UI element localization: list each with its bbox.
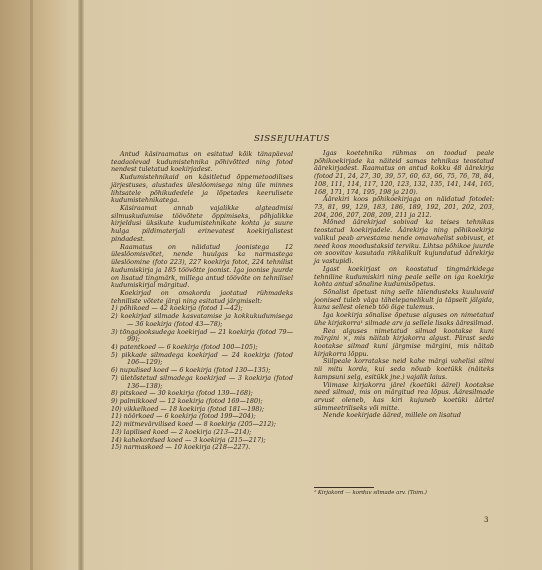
paragraph: Kudumistehnikaid on käsitletud õppemetoodilises järjestuses, alustades üleslöomisega ning üle minnes lihtsatele põhikudedele ja lõpetades keerulisete kudumistehnikatega.	[111, 173, 293, 205]
list-item: 4) patentkoed — 6 koekirja (fotod 100—105);	[111, 342, 258, 351]
paragraph: Mõned äärekirjad sobivad ka teises tehnikas teostatud koekirjadele. Äärekirja ning põhikoekirja valikul peab arvestama nende omavahelist sobivust, et need koos moodustaksid terviku. Lihtsa põhikoe juurde on soovitav kasutada rikkalikult kujundatud äärekirja ja vastupidi.	[314, 218, 494, 266]
paragraph: Igas koetehnika rühmas on toodud peale põhikoekirjade ka näiteid samas tehnikas teostatud äärekirjadest. Raamatus on antud kokku 48 äärekirja (fotod 21, 24, 27, 30, 39, 57, 60, 63, 66, 75, 76, 78, 84, 108, 111, 114, 117, 120, 123, 132, 135, 141, 144, 165, 168, 171, 174, 195, 198 ja 210).	[314, 149, 494, 196]
paragraph: Koekirjad on omakorda jaotatud rühmadeks tehniliste võtete järgi ning esitatud järgmiselt:	[111, 288, 293, 305]
right-column	[314, 150, 494, 420]
paragraph: Rea alguses nimetatud silmad kootakse kuni märgini ×, mis näitab kirjakorra algust. Pärast seda kootakse silmad kuni järgmise märgini, mis näitab kirjakorra lõppu.	[314, 326, 494, 358]
paragraph: Raamatus on näidatud joonistega 12 üleslöomisvõtet, nende huulgas ka narmastega üleslöomine (foto 223), 227 koekirja fotot, 224 tehnilist kudumiskirja ja 185 töövõtte joonist. Iga joonise juurde on lisatud tingmärk, millega antud töövõte on tehnilisel kudumiskirjal märgitud.	[111, 242, 293, 290]
page-number: 3	[484, 516, 489, 524]
paragraph: Käsiraamat annab vajalikke algteadmisi silmuskudumise töövõtete õppimiseks, põhjalikke kirjeldusi üksikute kudumistehnikate kohta ja suure hulga pildimaterjali erinevatest koekirjalistest pindadest.	[111, 204, 293, 243]
list-item: 6) nupulised koed — 6 koekirja (fotod 130—135);	[111, 366, 271, 375]
paragraph: Äärekiri koos põhikoekirjaga on näidatud fotodel: 73, 81, 99, 129, 183, 186, 189, 192, 201, 202, 203, 204, 206, 207, 208, 209, 211 ja 212.	[314, 195, 494, 219]
page-edge-shadow	[30, 0, 33, 570]
paragraph: Antud käsiraamatus on esitatud kõik tänapäeval teadaolevad kudumistehnika põhivõtted ning fotod nendest tuletatud koekirjadest.	[111, 150, 293, 174]
list-item: 2) koekirjad silmade kasvatamise ja kokkukudumisega — 36 koekirja (fotod 43—78);	[111, 312, 293, 328]
chapter-list	[111, 305, 293, 452]
paragraph: Iga koekirja sõnalise õpetuse alguses on nimetatud ühe kirjakorra¹ silmade arv ja sellele lisaks ääresilmad.	[314, 311, 494, 327]
list-item: 5) pikkade silmadega koekirjad — 24 koekirja (fotod 106—129);	[111, 350, 293, 367]
list-item: 10) vikkelkoed — 18 koekirja (fotod 181—198);	[111, 404, 265, 413]
page-title: SISSEJUHATUS	[254, 134, 330, 144]
left-column	[111, 151, 293, 452]
paragraph: Nende koekirjade ääred, millele on lisatud	[323, 411, 461, 420]
list-item: 14) kahekordsed koed — 3 koekirja (215—217);	[111, 435, 266, 444]
list-item: 1) põhikoed — 42 koekirja (fotod 1—42);	[111, 304, 243, 313]
list-item: 8) pitskoed — 30 koekirja (fotod 139—168);	[111, 389, 253, 398]
list-item: 12) mitmevärvilised koed — 8 koekirja (205—212);	[111, 420, 276, 429]
footnote: ¹ Kirjakord — korduv silmade arv. (Toim.)	[314, 490, 427, 496]
list-item: 3) tõngajooksudega koekirjad — 21 koekirja (fotod 79—99);	[111, 327, 293, 344]
list-item: 13) lapilised koed — 2 koekirja (213—214);	[111, 427, 252, 436]
footnote-rule	[314, 487, 374, 488]
book-gutter	[78, 0, 84, 570]
paragraph: Sõnalist õpetust ning selle täiendusteks kuuluvaid joonised tuleb väga tähelepanelikult ja täpselt jälgida, kuna sellest oleneb töö õige tulemus.	[314, 287, 494, 312]
paragraph: Siilpeale korratakse neid kahe märgi vahelisi silmi nii mitu korda, kui seda nõuab koetükk (näiteks kampsuni selg, esitükk jne.) vajalik laius.	[314, 357, 494, 381]
list-item: 7) ületõstetud silmadega koekirjad — 3 koekirja (fotod 136—138);	[111, 373, 293, 390]
list-item: 11) nöörkoed — 6 koekirja (fotod 199—204);	[111, 412, 256, 421]
list-item: 15) narmaskoed — 10 koekirja (218—227).	[111, 443, 251, 452]
list-item: 9) palmikkoed — 12 koekirja (fotod 169—180);	[111, 397, 263, 405]
paragraph: Viimase kirjakorra järel (koetüki äärel) kootakse need silmad, mis on märgitud rea lõpus. Ääresilmade arvust oleneb, kas kiri kujuneb koetüki äärtel sümmeetriliseks või mitte.	[314, 380, 494, 412]
paragraph: Igast koekirjast on koostatud tingmärkidega tehniline kudumiskiri ning peale selle on iga koekirja kohta antud sõnaline kudumisõpetus.	[314, 264, 494, 289]
